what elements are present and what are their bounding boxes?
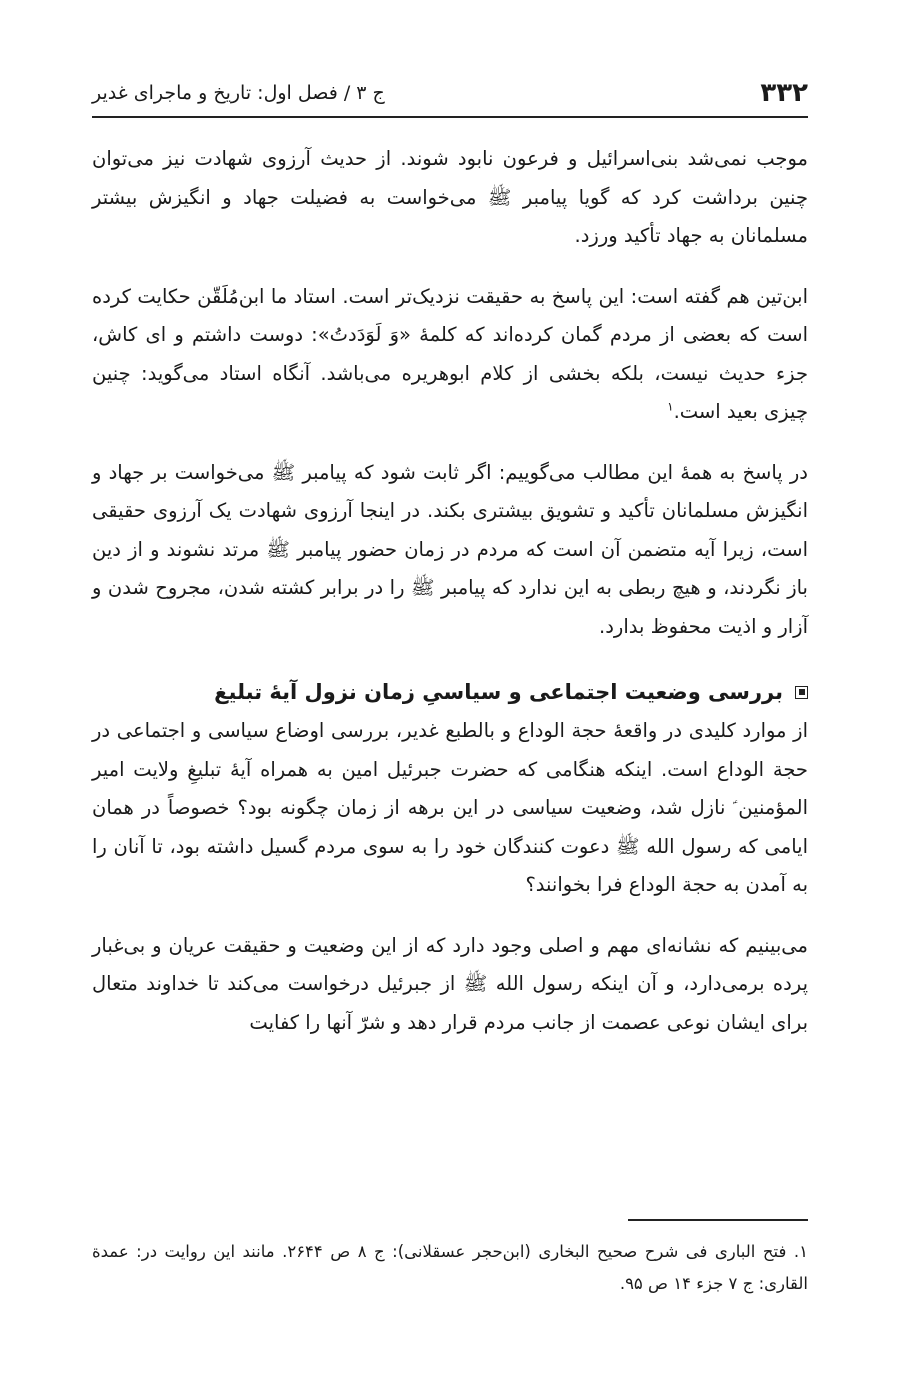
paragraph: می‌بینیم که نشانه‌ای مهم و اصلی وجود دارد که از این وضعیت و حقیقت عریان و بی‌غبار پرده برمی‌دارد، و آن اینکه رسول الله ﷺ از جبرئیل درخواست می‌کند تا خداوند متعال برای ایشان نوعی عصمت از جانب مردم قرار دهد و شرّ آنها را کفایت xyxy=(92,933,808,1034)
paragraph: موجب نمی‌شد بنی‌اسرائیل و فرعون نابود شوند. از حدیث آرزوی شهادت نیز می‌توان چنین برداشت کرد که گویا پیامبر ﷺ می‌خواست به فضیلت جهاد و انگیزش بیشتر مسلمانان به جهاد تأکید ورزد. xyxy=(92,147,808,247)
section-heading-text: بررسی وضعیت اجتماعی و سیاسیِ زمان نزول آیهٔ تبلیغ xyxy=(214,680,783,704)
square-bullet-icon xyxy=(795,686,808,699)
footnote-marker: ۱ xyxy=(667,399,674,414)
running-title: ج ۳ / فصل اول: تاریخ و ماجرای غدیر xyxy=(92,82,385,104)
paragraph xyxy=(92,278,808,432)
section-heading xyxy=(92,672,808,712)
footnote-divider xyxy=(628,1219,808,1221)
paragraph-text: ابن‌تین هم گفته است: این پاسخ به حقیقت نزدیک‌تر است. استاد ما ابن‌مُلَقّن حکایت کرده است که بعضی از مردم گمان کرده‌اند که کلمهٔ «وَ لَوَدَدتُ»: دوست داشتم و ای کاش، جزء حدیث نیست، بلکه بخشی از کلام ابوهریره می‌باشد. آنگاه استاد می‌گوید: چنین چیزی بعید است. xyxy=(92,284,808,423)
footnote: ۱. فتح الباری فی شرح صحیح البخاری (ابن‌حجر عسقلانی): ج ۸ ص ۲۶۴۴. مانند این روایت در: عمدة القاری: ج ۷ جزء ۱۴ ص ۹۵. xyxy=(92,1242,808,1293)
page-body xyxy=(92,140,808,1064)
book-page xyxy=(92,0,808,1390)
page-number: ۳۳۲ xyxy=(760,78,808,108)
paragraph: از موارد کلیدی در واقعهٔ حجة الوداع و بالطبع غدیر، بررسی اوضاع سیاسی و اجتماعی در حجة الوداع است. اینکه هنگامی که حضرت جبرئیل امین به همراه آیهٔ تبلیغِ ولایت امیر المؤمنین ؑ نازل شد، وضعیت سیاسی در این برهه از زمان چگونه بود؟ خصوصاً در همان ایامی که رسول الله ﷺ دعوت کنندگان خود را به سوی مردم گسیل داشته بود، تا آنان را به آمدن به حجة الوداع فرا بخوانند؟ xyxy=(92,719,808,896)
paragraph: در پاسخ به همهٔ این مطالب می‌گوییم: اگر ثابت شود که پیامبر ﷺ می‌خواست بر جهاد و انگیزش مسلمانان تأکید و تشویق بیشتری بکند. در اینجا آرزوی شهادت یک آرزوی حقیقی است، زیرا آیه متضمن آن است که مردم در زمان حضور پیامبر ﷺ مرتد نشوند و از دین باز نگردند، و هیچ ربطی به این ندارد که پیامبر ﷺ را در برابر کشته شدن، مجروح شدن و آزار و اذیت محفوظ بدارد. xyxy=(92,460,808,638)
page-header xyxy=(92,70,808,118)
